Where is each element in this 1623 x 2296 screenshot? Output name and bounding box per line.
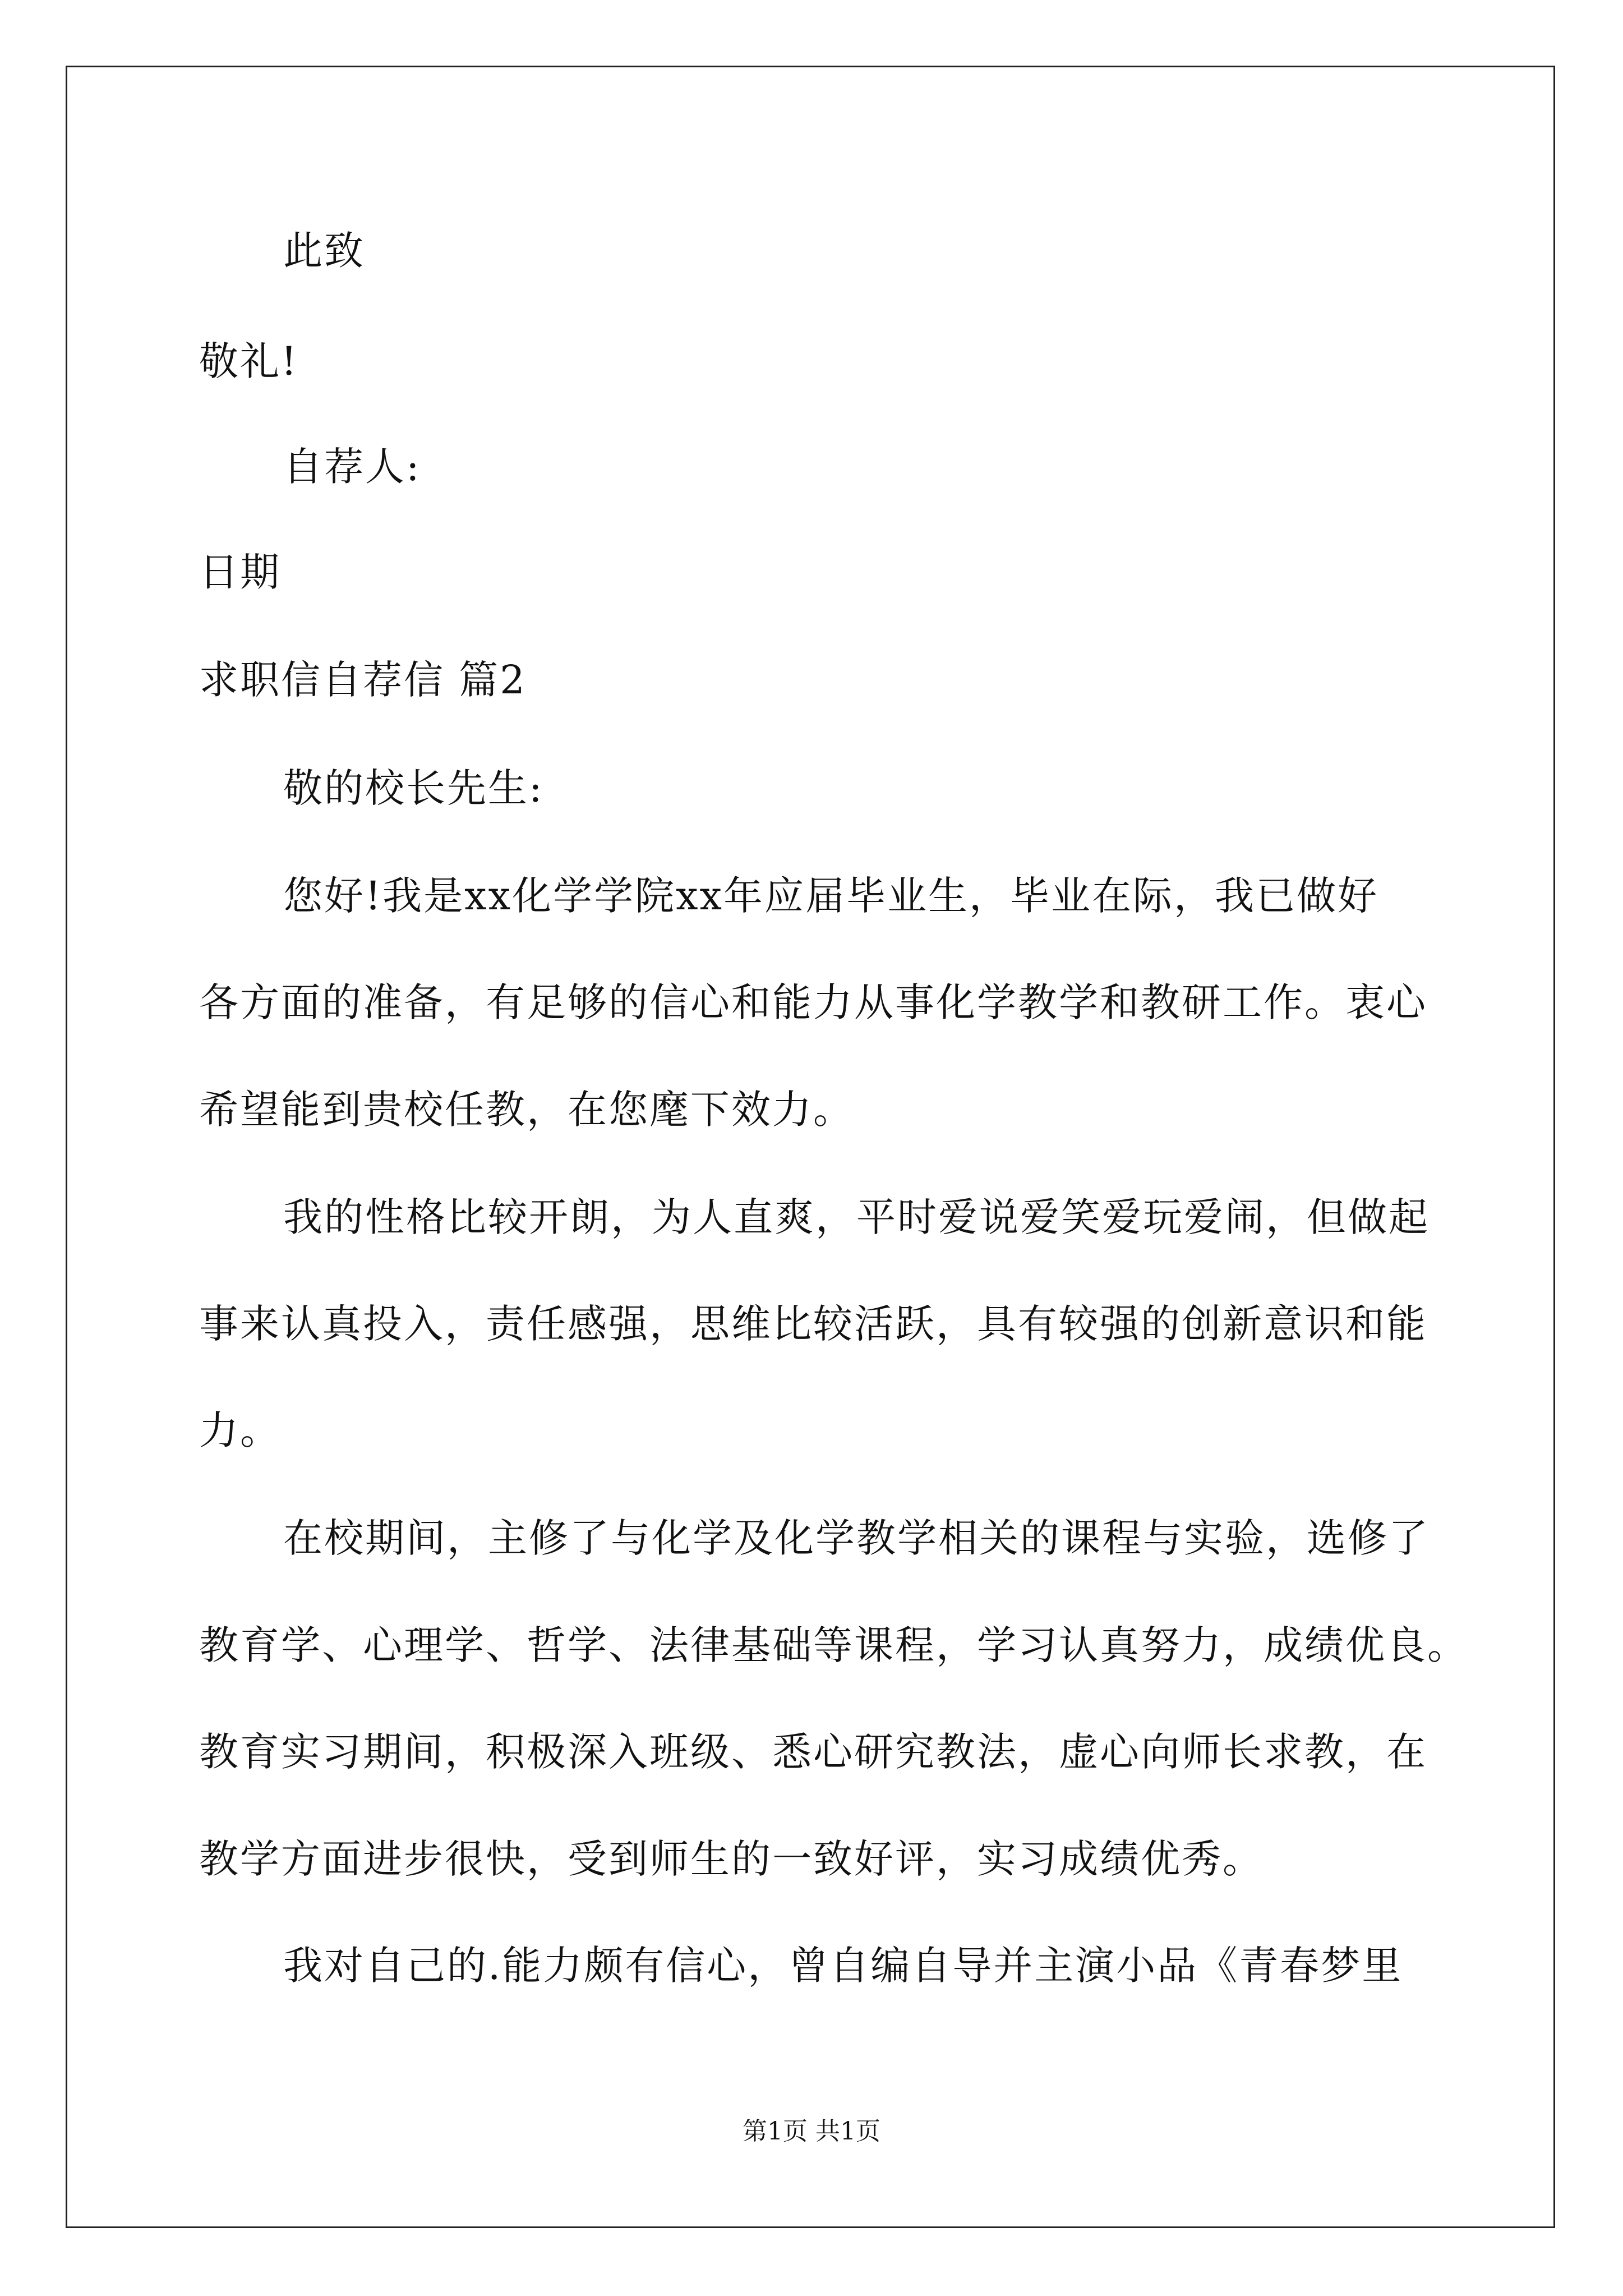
paragraph-line: 力。 xyxy=(199,1407,281,1453)
paragraph-line: 教育学、心理学、哲学、法律基础等课程，学习认真努力，成绩优良。 xyxy=(199,1622,1468,1668)
paragraph-line: 在校期间，主修了与化学及化学教学相关的课程与实验，选修了 xyxy=(283,1515,1430,1561)
page-number-footer: 第1页 共1页 xyxy=(743,2117,880,2146)
page-border xyxy=(66,66,1555,2228)
paragraph-line: 您好!我是xx化学学院xx年应届毕业生，毕业在际，我已做好 xyxy=(283,873,1379,919)
paragraph-line: 事来认真投入，责任感强，思维比较活跃，具有较强的创新意识和能 xyxy=(199,1301,1427,1347)
paragraph-line: 我的性格比较开朗，为人直爽，平时爱说爱笑爱玩爱闹，但做起 xyxy=(283,1194,1430,1240)
signature-line: 自荐人: xyxy=(283,444,421,490)
greeting: 敬的校长先生: xyxy=(283,765,544,811)
paragraph-line: 教育实习期间，积极深入班级、悉心研究教法，虚心向师长求教，在 xyxy=(199,1729,1427,1775)
paragraph-line: 我对自己的.能力颇有信心，曾自编自导并主演小品《青春梦里 xyxy=(283,1943,1403,1989)
paragraph-line: 教学方面进步很快，受到师生的一致好评，实习成绩优秀。 xyxy=(199,1836,1264,1882)
closing-salutation: 此致 xyxy=(283,228,365,274)
date-line: 日期 xyxy=(199,549,281,595)
closing-regards: 敬礼! xyxy=(199,338,299,384)
paragraph-line: 各方面的准备，有足够的信心和能力从事化学教学和教研工作。衷心 xyxy=(199,979,1427,1025)
paragraph-line: 希望能到贵校任教，在您麾下效力。 xyxy=(199,1087,854,1133)
section-heading: 求职信自荐信 篇2 xyxy=(199,657,527,703)
